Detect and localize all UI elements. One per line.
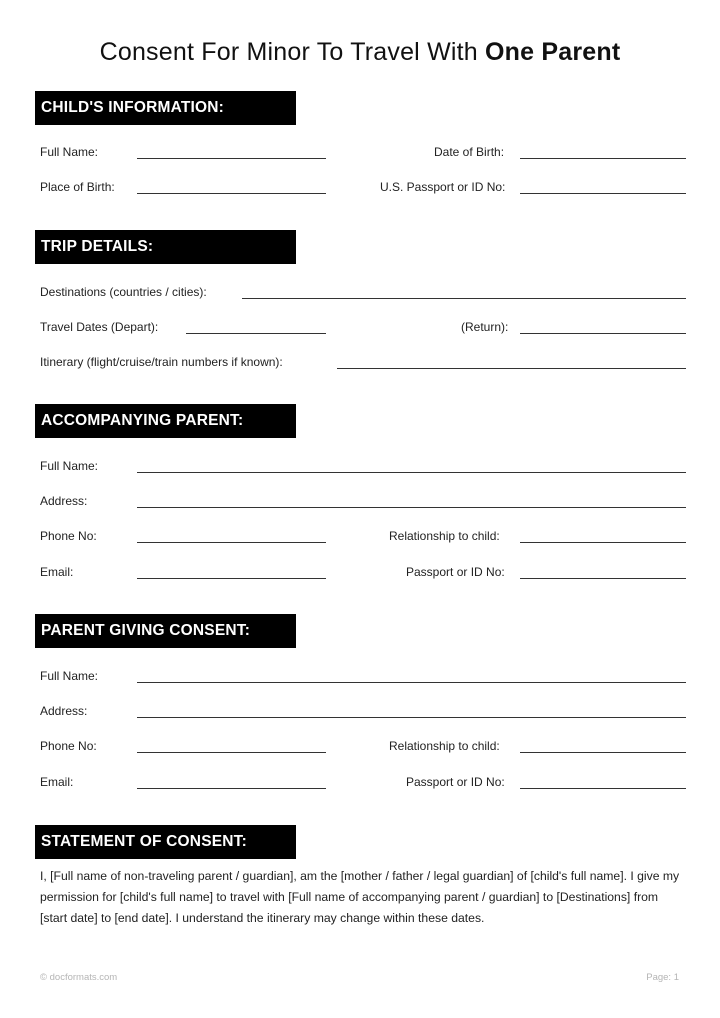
accompanying-phone-field[interactable]	[137, 542, 326, 543]
child-passport-label: U.S. Passport or ID No:	[380, 180, 506, 194]
title-regular: Consent For Minor To Travel With	[99, 38, 486, 66]
footer-source: © docformats.com	[40, 972, 118, 983]
footer-page-number: Page: 1	[646, 972, 679, 983]
accompanying-passport-label: Passport or ID No:	[406, 565, 505, 579]
consenting-relationship-label: Relationship to child:	[389, 739, 500, 753]
child-passport-field[interactable]	[520, 193, 686, 194]
consenting-phone-field[interactable]	[137, 752, 326, 753]
accompanying-relationship-label: Relationship to child:	[389, 529, 500, 543]
accompanying-relationship-field[interactable]	[520, 542, 686, 543]
accompanying-email-label: Email:	[40, 565, 74, 579]
consenting-full-name-label: Full Name:	[40, 669, 99, 683]
child-dob-label: Date of Birth:	[434, 145, 505, 159]
trip-depart-field[interactable]	[186, 333, 326, 334]
trip-itinerary-label: Itinerary (flight/cruise/train numbers if known):	[40, 355, 283, 369]
consenting-passport-field[interactable]	[520, 788, 686, 789]
consenting-address-field[interactable]	[137, 717, 686, 718]
accompanying-full-name-label: Full Name:	[40, 459, 99, 473]
trip-itinerary-field[interactable]	[337, 368, 686, 369]
trip-destinations-label: Destinations (countries / cities):	[40, 285, 207, 299]
trip-return-label: (Return):	[461, 320, 509, 334]
section-heading-trip-details: TRIP DETAILS:	[35, 230, 296, 264]
trip-destinations-field[interactable]	[242, 298, 686, 299]
section-heading-parent-giving-consent: PARENT GIVING CONSENT:	[35, 614, 296, 648]
accompanying-email-field[interactable]	[137, 578, 326, 579]
accompanying-address-field[interactable]	[137, 507, 686, 508]
consenting-address-label: Address:	[40, 704, 88, 718]
accompanying-passport-field[interactable]	[520, 578, 686, 579]
consenting-passport-label: Passport or ID No:	[406, 775, 505, 789]
accompanying-phone-label: Phone No:	[40, 529, 97, 543]
trip-depart-label: Travel Dates (Depart):	[40, 320, 159, 334]
consenting-relationship-field[interactable]	[520, 752, 686, 753]
section-heading-child-info: CHILD'S INFORMATION:	[35, 91, 296, 125]
child-dob-field[interactable]	[520, 158, 686, 159]
accompanying-full-name-field[interactable]	[137, 472, 686, 473]
consent-statement-text: I, [Full name of non-traveling parent / guardian], am the [mother / father / legal guardian] of [child's full name]. I give my permission for [child's full name] to travel with [Full name of accompanying parent / guardian] to [Destinations] from [start date] to [end date]. I understand the itinerary may change within these dates.	[40, 869, 680, 925]
consenting-email-label: Email:	[40, 775, 74, 789]
child-full-name-field[interactable]	[137, 158, 326, 159]
section-heading-accompanying-parent: ACCOMPANYING PARENT:	[35, 404, 296, 438]
accompanying-address-label: Address:	[40, 494, 88, 508]
consenting-email-field[interactable]	[137, 788, 326, 789]
trip-return-field[interactable]	[520, 333, 686, 334]
section-heading-statement-of-consent: STATEMENT OF CONSENT:	[35, 825, 296, 859]
page-title	[0, 38, 720, 67]
consenting-phone-label: Phone No:	[40, 739, 97, 753]
consenting-full-name-field[interactable]	[137, 682, 686, 683]
title-bold: One Parent	[485, 38, 621, 66]
child-place-of-birth-field[interactable]	[137, 193, 326, 194]
child-full-name-label: Full Name:	[40, 145, 99, 159]
child-place-of-birth-label: Place of Birth:	[40, 180, 115, 194]
